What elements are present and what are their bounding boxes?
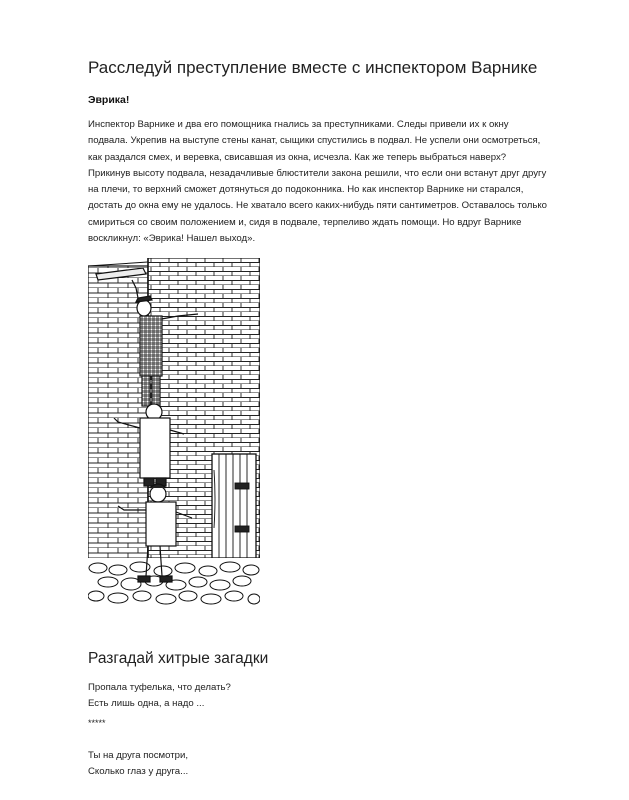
riddle-2 bbox=[88, 748, 388, 779]
illustration-cellar bbox=[88, 258, 260, 608]
story-paragraph: Инспектор Варнике и два его помощника гнались за преступниками. Следы привели их к окну подвала. Укрепив на выступе стены канат, сыщики спустились в подвал. Не успели они осмотреться, как раздался смех, и веревка, свисавшая из окна, исчезла. Как же теперь выбраться наверх? Прикинув высоту подвала, незадачливые блюстители закона решили, что если они встанут друг другу на плечи, то верхний сможет дотянуться до подоконника. Но как инспектор Варнике ни старался, достать до окна ему не удалось. Не хватало всего каких-нибудь пяти сантиметров. Оставалось только смириться со своим положением и, сидя в подвале, терпеливо ждать помощи. Но вдруг Варнике воскликнул: «Эврика! Нашел выход». bbox=[88, 119, 548, 245]
riddle-2-line-1: Ты на друга посмотри, bbox=[88, 750, 189, 761]
riddle-1-line-2: Есть лишь одна, а надо ... bbox=[88, 697, 205, 709]
riddle-1 bbox=[88, 680, 388, 711]
riddle-separator: ***** bbox=[88, 718, 106, 728]
riddle-2-line-2: Сколько глаз у друга... bbox=[88, 765, 189, 777]
cobblestone-floor bbox=[88, 558, 260, 608]
article-subtitle: Эврика! bbox=[88, 94, 130, 106]
riddle-1-line-1: Пропала туфелька, что делать? bbox=[88, 682, 231, 693]
riddles-title: Разгадай хитрые загадки bbox=[88, 650, 269, 667]
article-title: Расследуй преступление вместе с инспектором Варнике bbox=[88, 58, 538, 77]
